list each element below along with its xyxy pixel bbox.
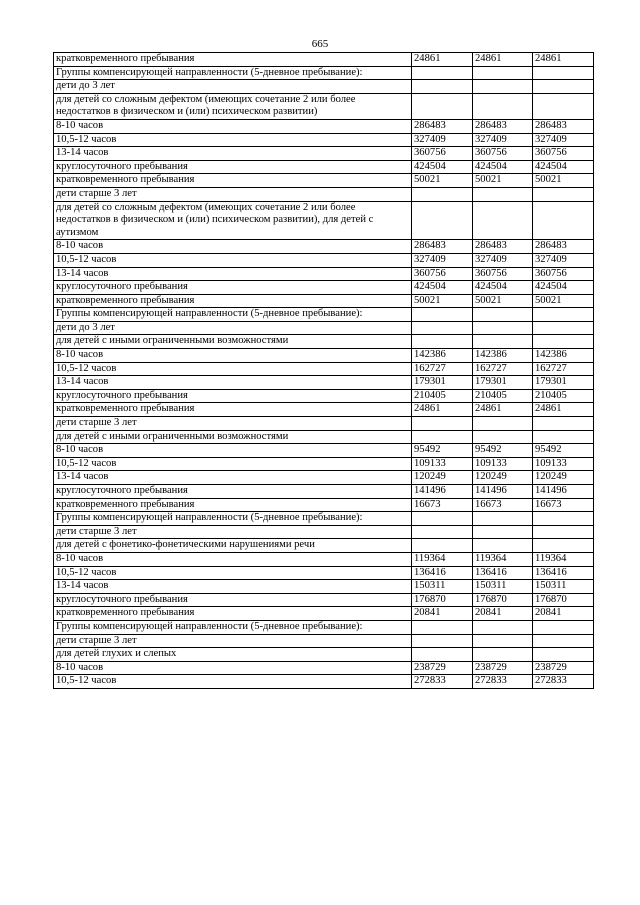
row-label: 8-10 часов [54,444,412,458]
value-cell-1: 16673 [412,498,473,512]
value-cell-1 [412,321,473,335]
table-row [54,675,594,689]
table-row [54,147,594,161]
value-cell-3: 179301 [533,376,594,390]
row-label: кратковременного пребывания [54,498,412,512]
table-row [54,566,594,580]
value-cell-1: 176870 [412,593,473,607]
table-row [54,187,594,201]
tariff-table [53,52,594,689]
value-cell-2: 141496 [473,485,533,499]
table-row [54,240,594,254]
value-cell-2 [473,93,533,119]
value-cell-1: 238729 [412,661,473,675]
table-row [54,498,594,512]
value-cell-2 [473,525,533,539]
value-cell-1: 120249 [412,471,473,485]
row-label: 8-10 часов [54,552,412,566]
value-cell-2 [473,430,533,444]
row-label: 8-10 часов [54,349,412,363]
value-cell-3: 24861 [533,403,594,417]
value-cell-3 [533,539,594,553]
value-cell-2: 50021 [473,294,533,308]
row-label: 10,5-12 часов [54,457,412,471]
value-cell-2 [473,80,533,94]
value-cell-2 [473,634,533,648]
value-cell-1: 210405 [412,389,473,403]
value-cell-3: 16673 [533,498,594,512]
row-label: дети старше 3 лет [54,634,412,648]
value-cell-1 [412,93,473,119]
value-cell-3: 50021 [533,294,594,308]
table-row [54,648,594,662]
table-row [54,281,594,295]
row-label: 13-14 часов [54,376,412,390]
value-cell-2 [473,539,533,553]
value-cell-1: 286483 [412,119,473,133]
value-cell-1 [412,525,473,539]
value-cell-1: 272833 [412,675,473,689]
value-cell-1 [412,308,473,322]
table-row [54,66,594,80]
value-cell-1 [412,335,473,349]
value-cell-3: 286483 [533,240,594,254]
value-cell-1 [412,201,473,240]
row-label: 13-14 часов [54,147,412,161]
value-cell-1: 142386 [412,349,473,363]
value-cell-2: 162727 [473,362,533,376]
table-row [54,267,594,281]
value-cell-2: 24861 [473,403,533,417]
value-cell-3: 50021 [533,174,594,188]
value-cell-2: 327409 [473,133,533,147]
value-cell-2: 272833 [473,675,533,689]
row-label: кратковременного пребывания [54,403,412,417]
row-label: кратковременного пребывания [54,53,412,67]
value-cell-3 [533,80,594,94]
value-cell-2: 424504 [473,160,533,174]
value-cell-3 [533,335,594,349]
table-row [54,321,594,335]
table-row [54,512,594,526]
table-row [54,552,594,566]
table-row [54,201,594,240]
row-label: круглосуточного пребывания [54,281,412,295]
value-cell-3 [533,512,594,526]
value-cell-3: 136416 [533,566,594,580]
table-row [54,580,594,594]
table-row [54,417,594,431]
value-cell-2: 360756 [473,267,533,281]
value-cell-1 [412,634,473,648]
value-cell-2 [473,335,533,349]
value-cell-1: 179301 [412,376,473,390]
row-label: для детей со сложным дефектом (имеющих сочетание 2 или более недостатков в физическом и (или) психическом развитии), для детей с аутизмом [54,201,412,240]
table-row [54,93,594,119]
value-cell-2: 286483 [473,240,533,254]
value-cell-1 [412,620,473,634]
value-cell-3: 238729 [533,661,594,675]
row-label: для детей с иными ограниченными возможностями [54,335,412,349]
value-cell-1: 95492 [412,444,473,458]
value-cell-1: 162727 [412,362,473,376]
table-row [54,133,594,147]
table-row [54,362,594,376]
value-cell-3 [533,634,594,648]
row-label: 13-14 часов [54,267,412,281]
value-cell-2 [473,66,533,80]
page-number: 665 [311,38,329,50]
value-cell-3 [533,93,594,119]
value-cell-2: 24861 [473,53,533,67]
value-cell-1: 327409 [412,133,473,147]
value-cell-3: 286483 [533,119,594,133]
row-label: кратковременного пребывания [54,607,412,621]
value-cell-1: 136416 [412,566,473,580]
value-cell-2 [473,201,533,240]
value-cell-2 [473,512,533,526]
table-row [54,403,594,417]
value-cell-1 [412,80,473,94]
value-cell-2: 120249 [473,471,533,485]
row-label: круглосуточного пребывания [54,485,412,499]
table-row [54,308,594,322]
table-row [54,376,594,390]
value-cell-1: 50021 [412,174,473,188]
value-cell-3 [533,187,594,201]
table-row [54,607,594,621]
value-cell-3: 424504 [533,281,594,295]
row-label: круглосуточного пребывания [54,389,412,403]
value-cell-3 [533,321,594,335]
value-cell-3 [533,308,594,322]
value-cell-3: 176870 [533,593,594,607]
value-cell-1: 327409 [412,253,473,267]
row-label: 13-14 часов [54,580,412,594]
value-cell-3: 120249 [533,471,594,485]
table-row [54,525,594,539]
value-cell-2: 109133 [473,457,533,471]
value-cell-3: 162727 [533,362,594,376]
table-row [54,349,594,363]
table-row [54,634,594,648]
value-cell-3 [533,201,594,240]
value-cell-3: 119364 [533,552,594,566]
value-cell-2: 238729 [473,661,533,675]
value-cell-2: 176870 [473,593,533,607]
table-row [54,539,594,553]
table-body [54,53,594,689]
table-row [54,471,594,485]
row-label: 8-10 часов [54,240,412,254]
value-cell-2: 286483 [473,119,533,133]
value-cell-3: 424504 [533,160,594,174]
value-cell-1 [412,430,473,444]
value-cell-2: 136416 [473,566,533,580]
value-cell-2: 20841 [473,607,533,621]
value-cell-3: 272833 [533,675,594,689]
value-cell-3 [533,648,594,662]
row-label: 10,5-12 часов [54,675,412,689]
row-label: дети старше 3 лет [54,417,412,431]
table-row [54,294,594,308]
value-cell-1 [412,417,473,431]
row-label: кратковременного пребывания [54,174,412,188]
table-row [54,457,594,471]
table-row [54,160,594,174]
value-cell-1: 150311 [412,580,473,594]
table-row [54,389,594,403]
row-label: дети старше 3 лет [54,187,412,201]
row-label: для детей с фонетико-фонетическими нарушениями речи [54,539,412,553]
row-label: 13-14 часов [54,471,412,485]
value-cell-3 [533,620,594,634]
value-cell-3: 327409 [533,133,594,147]
table-row [54,661,594,675]
value-cell-2: 150311 [473,580,533,594]
value-cell-2: 360756 [473,147,533,161]
row-label: 8-10 часов [54,119,412,133]
value-cell-3 [533,430,594,444]
value-cell-3: 142386 [533,349,594,363]
row-label: для детей глухих и слепых [54,648,412,662]
row-label: Группы компенсирующей направленности (5-дневное пребывание): [54,512,412,526]
value-cell-2: 119364 [473,552,533,566]
value-cell-1: 286483 [412,240,473,254]
row-label: для детей со сложным дефектом (имеющих сочетание 2 или более недостатков в физическом и (или) психическом развитии) [54,93,412,119]
table-row [54,119,594,133]
value-cell-2: 424504 [473,281,533,295]
value-cell-1 [412,539,473,553]
value-cell-1 [412,648,473,662]
row-label: круглосуточного пребывания [54,593,412,607]
value-cell-1: 360756 [412,267,473,281]
value-cell-1: 424504 [412,281,473,295]
row-label: Группы компенсирующей направленности (5-дневное пребывание): [54,308,412,322]
value-cell-3: 95492 [533,444,594,458]
value-cell-1: 20841 [412,607,473,621]
row-label: 10,5-12 часов [54,362,412,376]
table-row [54,53,594,67]
value-cell-1: 109133 [412,457,473,471]
value-cell-2: 50021 [473,174,533,188]
row-label: 10,5-12 часов [54,253,412,267]
value-cell-1 [412,512,473,526]
row-label: дети старше 3 лет [54,525,412,539]
value-cell-3: 109133 [533,457,594,471]
row-label: 10,5-12 часов [54,133,412,147]
value-cell-3: 327409 [533,253,594,267]
table-row [54,444,594,458]
value-cell-2: 142386 [473,349,533,363]
value-cell-3: 210405 [533,389,594,403]
value-cell-1 [412,187,473,201]
row-label: кратковременного пребывания [54,294,412,308]
value-cell-3: 20841 [533,607,594,621]
value-cell-2 [473,417,533,431]
table-row [54,620,594,634]
value-cell-1 [412,66,473,80]
value-cell-3: 24861 [533,53,594,67]
value-cell-1: 424504 [412,160,473,174]
table-row [54,593,594,607]
table-row [54,335,594,349]
value-cell-3 [533,66,594,80]
row-label: дети до 3 лет [54,321,412,335]
value-cell-2: 95492 [473,444,533,458]
table-row [54,80,594,94]
value-cell-3: 360756 [533,147,594,161]
value-cell-2 [473,308,533,322]
value-cell-3: 360756 [533,267,594,281]
row-label: для детей с иными ограниченными возможностями [54,430,412,444]
value-cell-2: 327409 [473,253,533,267]
value-cell-3 [533,417,594,431]
table-row [54,174,594,188]
row-label: Группы компенсирующей направленности (5-дневное пребывание): [54,620,412,634]
value-cell-1: 119364 [412,552,473,566]
value-cell-3: 141496 [533,485,594,499]
value-cell-1: 24861 [412,403,473,417]
value-cell-2 [473,187,533,201]
value-cell-3 [533,525,594,539]
value-cell-1: 50021 [412,294,473,308]
value-cell-2: 179301 [473,376,533,390]
value-cell-1: 24861 [412,53,473,67]
value-cell-2 [473,620,533,634]
row-label: 8-10 часов [54,661,412,675]
row-label: Группы компенсирующей направленности (5-дневное пребывание): [54,66,412,80]
table-row [54,253,594,267]
value-cell-1: 141496 [412,485,473,499]
table-row [54,485,594,499]
value-cell-2: 210405 [473,389,533,403]
value-cell-3: 150311 [533,580,594,594]
value-cell-2 [473,321,533,335]
table-row [54,430,594,444]
row-label: дети до 3 лет [54,80,412,94]
row-label: круглосуточного пребывания [54,160,412,174]
value-cell-2: 16673 [473,498,533,512]
value-cell-2 [473,648,533,662]
value-cell-1: 360756 [412,147,473,161]
row-label: 10,5-12 часов [54,566,412,580]
